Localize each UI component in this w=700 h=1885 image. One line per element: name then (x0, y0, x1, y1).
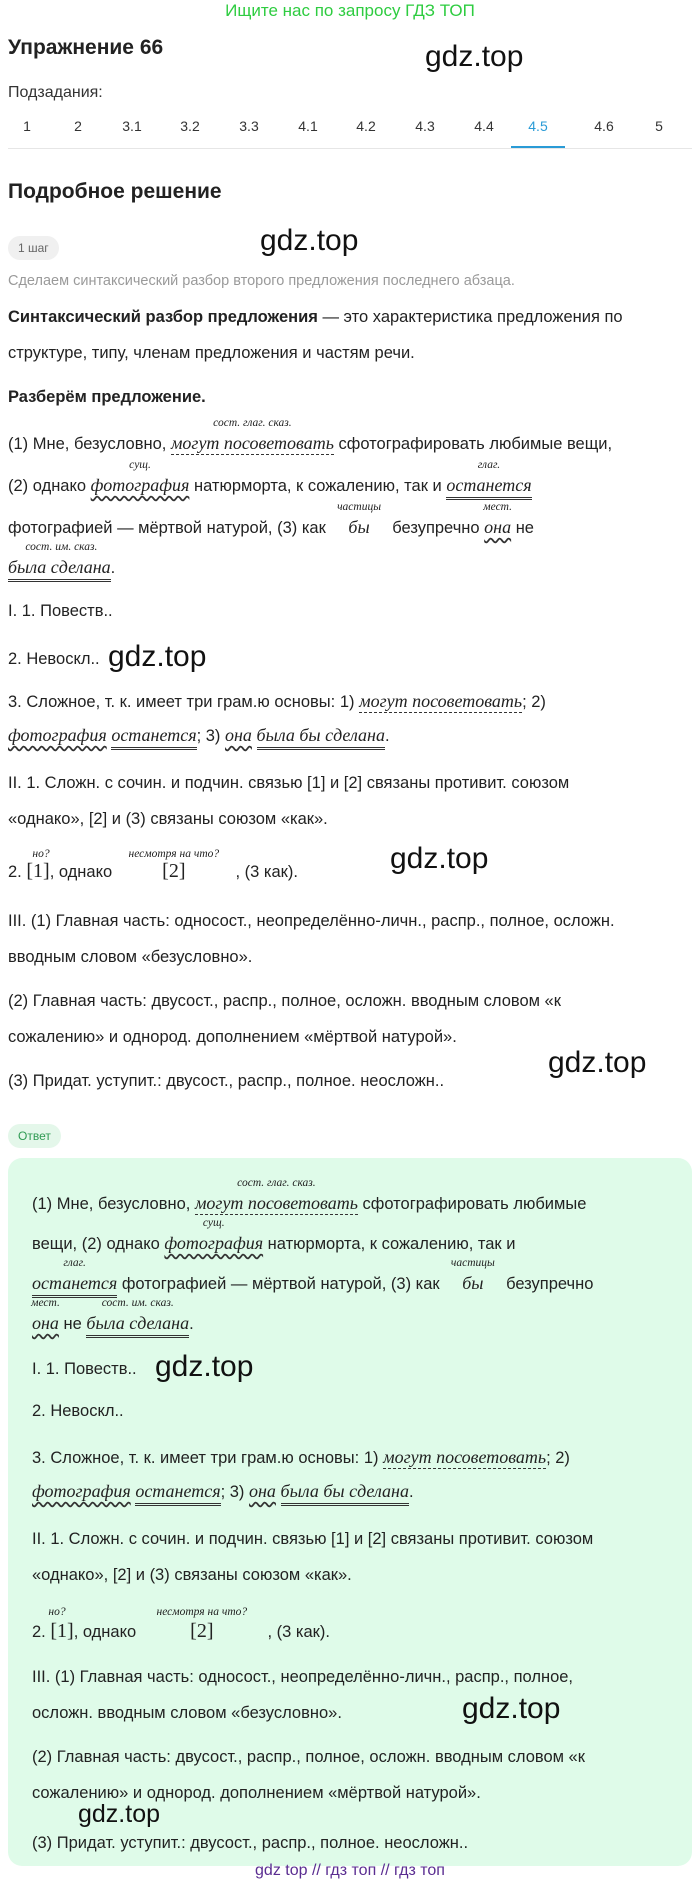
watermark: gdz.top (548, 1046, 647, 1079)
answer-text: . (408, 1483, 414, 1501)
predicate-3 (8, 541, 111, 582)
answer-badge: Ответ (8, 1124, 61, 1148)
subtask-tab-5[interactable]: 5 (655, 118, 663, 134)
answer-i1: I. 1. Повеств.. (32, 1360, 137, 1378)
answer-scheme-conj: , однако (73, 1623, 137, 1641)
basis-3-predicate: была бы сделана (257, 724, 385, 750)
answer-text: . (189, 1315, 194, 1333)
analysis-iii1-line-1: III. (1) Главная часть: односост., неопределённо-личн., распр., полное, осложн. (8, 912, 615, 930)
scheme-bracket-2-text: [2] (162, 860, 186, 882)
analysis-text: . (384, 727, 390, 745)
predicate-1 (170, 417, 334, 455)
sentence-text: сфотографировать любимые вещи, (333, 435, 613, 453)
answer-scheme-end: , (3 как). (267, 1623, 330, 1641)
watermark: gdz.top (260, 224, 359, 257)
particle-text: бы (348, 517, 370, 537)
predicate-1-label: сост. глаг. сказ. (213, 417, 292, 429)
subtask-tab-3-2[interactable]: 3.2 (180, 118, 200, 134)
scheme-bracket-1 (26, 848, 50, 882)
answer-iii1-line-2: осложн. вводным словом «безусловно». (32, 1704, 342, 1722)
subtask-tab-4-6[interactable]: 4.6 (594, 118, 614, 134)
sentence-text: фотографией — мёртвой натурой, (3) как (8, 519, 331, 537)
basis-2-predicate: останется (111, 724, 196, 750)
subject-3-label: мест. (483, 501, 512, 513)
step-badge: 1 шаг (8, 236, 59, 260)
answer-subject-3 (31, 1297, 60, 1334)
watermark: gdz.top (155, 1350, 254, 1383)
answer-scheme-bracket-1-label: но? (48, 1606, 66, 1618)
scheme-bracket-2 (128, 848, 220, 882)
sentence-line-4 (8, 541, 116, 582)
analysis-iii1-line-2: вводным словом «безусловно». (8, 948, 253, 966)
answer-text: вещи, (2) однако (32, 1235, 165, 1253)
answer-subject-3-label: мест. (31, 1297, 60, 1309)
analysis-i2: 2. Невоскл.. (8, 650, 100, 668)
sentence-text: не (511, 519, 534, 537)
particle-label: частицы (337, 501, 381, 513)
answer-text: 3. Сложное, т. к. имеет три грам.ю основы: 1) (32, 1449, 384, 1467)
answer-basis-3-predicate: была бы сделана (281, 1480, 409, 1506)
answer-subject-2-text: фотография (164, 1233, 264, 1253)
sentence-line-2 (8, 459, 532, 500)
answer-scheme-line (32, 1606, 330, 1643)
answer-text: безупречно (501, 1275, 594, 1293)
answer-basis-1-predicate: могут посоветовать (383, 1447, 547, 1467)
subtask-tab-3-1[interactable]: 3.1 (122, 118, 142, 134)
analysis-ii1-line-2: «однако», [2] и (3) связаны союзом «как». (8, 810, 328, 828)
answer-text: фотографией — мёртвой натурой, (3) как (117, 1275, 445, 1293)
scheme-bracket-1-text: [1] (26, 860, 50, 882)
answer-basis-3-subject: она (249, 1481, 276, 1501)
answer-predicate-1 (194, 1177, 358, 1215)
scheme-num: 2. (8, 863, 22, 881)
answer-text: не (58, 1315, 87, 1333)
answer-i2: 2. Невоскл.. (32, 1402, 124, 1420)
sentence-text: натюрморта, к сожалению, так и (189, 477, 447, 495)
answer-iii2-line-1: (2) Главная часть: двусост., распр., полное, осложн. вводным словом «к (32, 1748, 585, 1766)
answer-sentence-line-1 (32, 1177, 587, 1215)
answer-iii2-line-2: сожалению» и однород. дополнением «мёртвой натурой». (32, 1784, 481, 1802)
analysis-text: ; 2) (522, 693, 546, 711)
answer-iii1-line-1: III. (1) Главная часть: односост., неопределённо-личн., распр., полное, (32, 1668, 574, 1686)
analysis-iii2-line-2: сожалению» и однород. дополнением «мёртвой натурой». (8, 1028, 457, 1046)
solution-title: Подробное решение (8, 180, 222, 203)
answer-predicate-2 (32, 1257, 118, 1298)
subject-3 (483, 501, 512, 538)
analysis-text: ; 3) (196, 727, 225, 745)
subject-3-text: она (484, 517, 512, 537)
sentence-line-1 (8, 417, 613, 455)
answer-text: натюрморта, к сожалению, так и (263, 1235, 516, 1253)
footer-links[interactable]: gdz top // гдз топ // гдз топ (255, 1862, 445, 1879)
answer-i3-line-2 (32, 1480, 414, 1506)
analysis-i1: I. 1. Повеств.. (8, 602, 113, 620)
subtask-tab-4-1[interactable]: 4.1 (298, 118, 318, 134)
scheme-bracket-2-label: несмотря на что? (128, 848, 220, 860)
answer-scheme-bracket-2-text: [2] (190, 1620, 214, 1642)
answer-i3-line-1 (32, 1446, 570, 1469)
top-banner[interactable]: Ищите нас по запросу ГДЗ ТОП (225, 1, 475, 20)
analysis-i3-line-1 (8, 690, 546, 713)
answer-subject-3-text: она (32, 1313, 59, 1333)
answer-scheme-bracket-2 (156, 1606, 248, 1642)
sentence-text: (2) однако (8, 477, 91, 495)
subtask-tab-4-2[interactable]: 4.2 (356, 118, 376, 134)
answer-text: ; 3) (220, 1483, 249, 1501)
subtasks-label: Подзадания: (8, 84, 103, 101)
scheme-line (8, 848, 298, 883)
predicate-2-text: останется (446, 475, 532, 495)
answer-iii3: (3) Придат. уступит.: двусост., распр., полное. неосложн.. (32, 1834, 469, 1852)
analysis-text: 3. Сложное, т. к. имеет три грам.ю основы: 1) (8, 693, 360, 711)
definition-term: Синтаксический разбор предложения (8, 308, 318, 326)
definition-line-2: структуре, типу, членам предложения и частям речи. (8, 344, 415, 362)
answer-scheme-bracket-2-label: несмотря на что? (156, 1606, 248, 1618)
watermark: gdz.top (390, 842, 489, 875)
analysis-i3-line-2 (8, 724, 390, 750)
scheme-bracket-1-label: но? (32, 848, 50, 860)
sentence-text: безупречно (387, 519, 485, 537)
answer-predicate-2-label: глаг. (63, 1257, 86, 1269)
answer-subject-2-label: сущ. (202, 1217, 225, 1229)
answer-ii1-line-2: «однако», [2] и (3) связаны союзом «как». (32, 1566, 352, 1584)
basis-3-subject: она (225, 725, 252, 745)
answer-particle-label: частицы (450, 1257, 495, 1269)
scheme-conj: , однако (49, 863, 113, 881)
analyze-heading: Разберём предложение. (8, 388, 206, 406)
answer-predicate-1-text: могут посоветовать (194, 1193, 358, 1213)
basis-1-predicate: могут посоветовать (359, 691, 523, 711)
answer-predicate-3-text: была сделана (86, 1313, 190, 1333)
answer-basis-2-predicate: останется (135, 1480, 220, 1506)
answer-predicate-3 (86, 1297, 190, 1338)
predicate-2-label: глаг. (477, 459, 501, 471)
subject-2 (90, 459, 190, 496)
definition-text: — это характеристика предложения по (317, 308, 623, 326)
sentence-text: (1) Мне, безусловно, (8, 435, 171, 453)
analysis-ii1-line-1: II. 1. Сложн. с сочин. и подчин. связью [1] и [2] связаны противит. союзом (8, 774, 570, 792)
answer-sentence-line-3 (32, 1257, 594, 1298)
subject-2-text: фотография (90, 475, 190, 495)
answer-scheme-bracket-1-text: [1] (50, 1620, 74, 1642)
analysis-iii2-line-1: (2) Главная часть: двусост., распр., полное, осложн. вводным словом «к (8, 992, 561, 1010)
predicate-3-label: сост. им. сказ. (25, 541, 98, 553)
analysis-iii3: (3) Придат. уступит.: двусост., распр., полное. неосложн.. (8, 1072, 445, 1090)
answer-predicate-3-label: сост. им. сказ. (101, 1297, 174, 1309)
answer-text: сфотографировать любимые (357, 1195, 587, 1213)
particle (337, 501, 381, 538)
answer-sentence-line-2 (32, 1217, 516, 1255)
answer-scheme-bracket-1 (48, 1606, 74, 1642)
subtask-tab-2[interactable]: 2 (74, 118, 82, 134)
exercise-title: Упражнение 66 (8, 36, 164, 59)
answer-scheme-num: 2. (32, 1623, 46, 1641)
sentence-text: . (110, 559, 116, 577)
answer-text: ; 2) (546, 1449, 570, 1467)
intro-text: Сделаем синтаксический разбор второго предложения последнего абзаца. (8, 273, 515, 289)
answer-basis-2-subject: фотография (32, 1481, 131, 1501)
answer-predicate-1-label: сост. глаг. сказ. (237, 1177, 316, 1189)
answer-sentence-line-4 (31, 1297, 194, 1338)
subtask-tab-4-4[interactable]: 4.4 (474, 118, 494, 134)
predicate-1-text: могут посоветовать (170, 433, 334, 453)
watermark: gdz.top (78, 1800, 161, 1828)
definition-line-1 (8, 306, 623, 328)
basis-2-subject: фотография (8, 725, 107, 745)
subtask-tab-4-5[interactable]: 4.5 (511, 112, 565, 148)
answer-ii1-line-1: II. 1. Сложн. с сочин. и подчин. связью [1] и [2] связаны противит. союзом (32, 1530, 594, 1548)
predicate-2 (446, 459, 532, 500)
answer-subject-2 (164, 1217, 264, 1254)
watermark: gdz.top (462, 1692, 561, 1725)
watermark: gdz.top (425, 40, 524, 73)
subtask-tab-1[interactable]: 1 (23, 118, 31, 134)
predicate-3-text: была сделана (8, 557, 111, 577)
answer-predicate-2-text: останется (32, 1273, 118, 1293)
subtask-tab-3-3[interactable]: 3.3 (239, 118, 259, 134)
answer-text: (1) Мне, безусловно, (32, 1195, 195, 1213)
subject-2-label: сущ. (129, 459, 151, 471)
subtask-tabs (8, 112, 692, 149)
answer-particle (450, 1257, 495, 1294)
sentence-line-3 (8, 501, 534, 539)
watermark: gdz.top (108, 640, 207, 673)
scheme-end: , (3 как). (235, 863, 298, 881)
subtask-tab-4-3[interactable]: 4.3 (415, 118, 435, 134)
answer-particle-text: бы (462, 1273, 484, 1293)
